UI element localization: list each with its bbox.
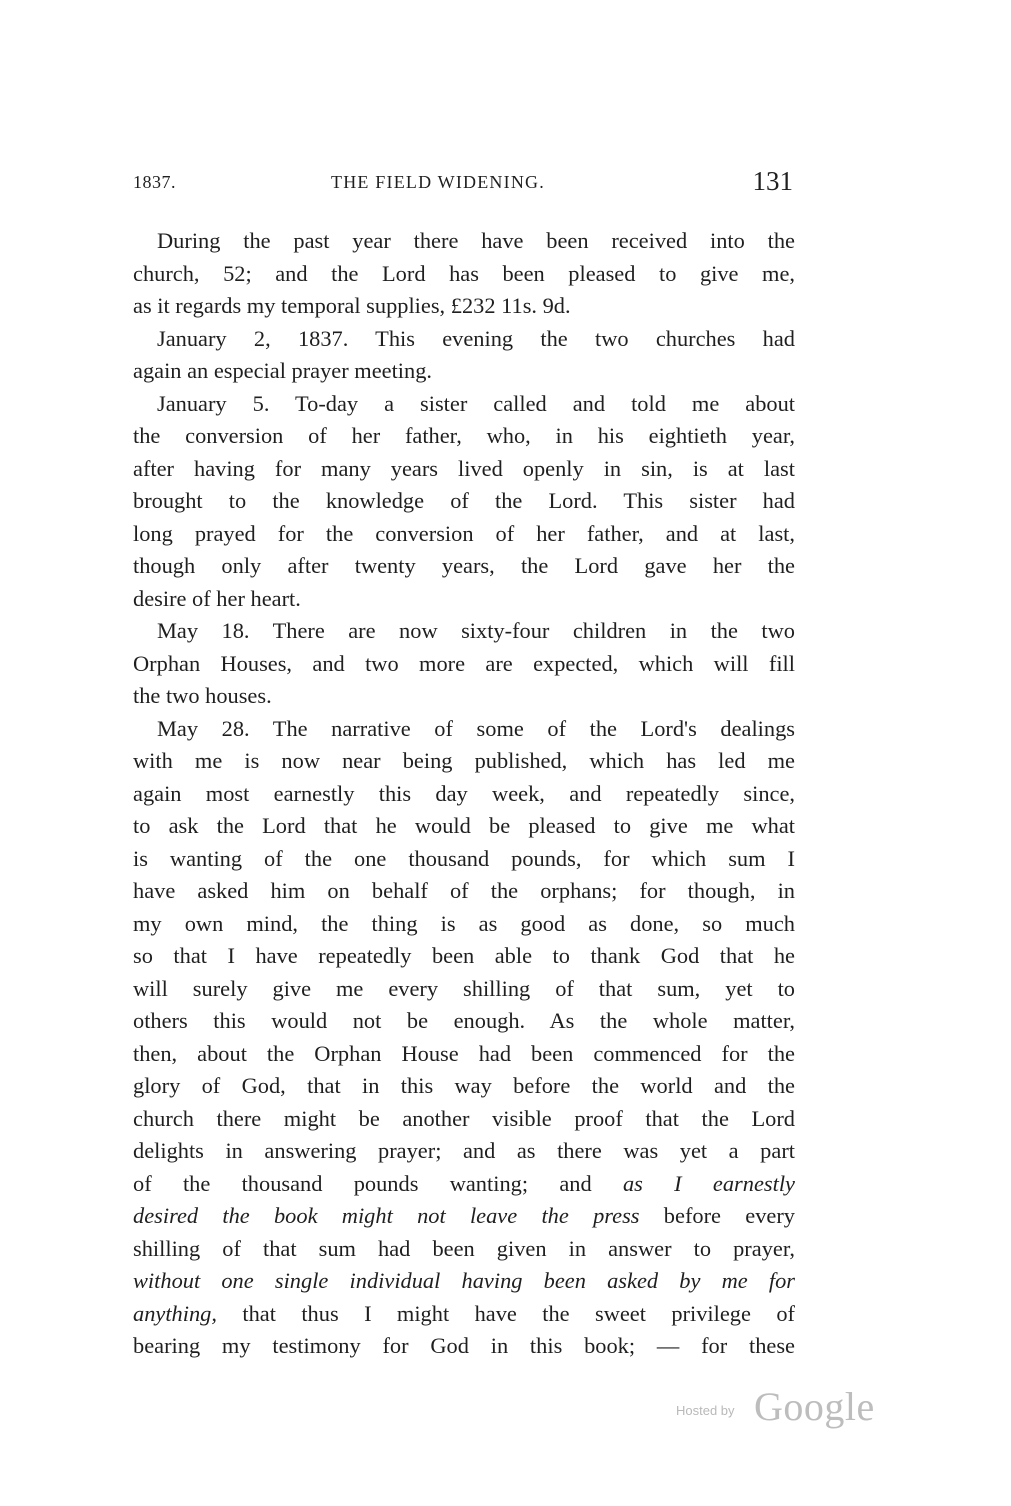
text-line [133,1265,795,1298]
text-run: that thus I might have the sweet privilege of [216,1300,795,1326]
text-line: long prayed for the conversion of her father, and at last, [133,520,795,546]
text-line: During the past year there have been received into the [157,228,795,253]
italic-run: desired the book might not leave the press [133,1203,640,1228]
running-head-year: 1837. [133,172,176,192]
text-line: the conversion of her father, who, in his eightieth year, [133,423,795,448]
text-line: brought to the knowledge of the Lord. This sister had [133,488,795,513]
text-line: will surely give me every shilling of that sum, yet to [133,975,795,1001]
text-line: January 2, 1837. This evening the two churches had [157,325,795,351]
text-line [133,1298,795,1331]
text-line: after having for many years lived openly in sin, is at last [133,455,795,481]
body-text [133,225,795,1363]
text-line: the two houses. [133,683,272,708]
text-line: so that I have repeatedly been able to thank God that he [133,943,795,968]
italic-run: without one single individual having been asked by me for [133,1268,795,1293]
text-line: others this would not be enough. As the whole matter, [133,1008,795,1033]
text-line: church there might be another visible proof that the Lord [133,1105,795,1131]
text-line: church, 52; and the Lord has been pleased to give me, [133,260,795,286]
text-line: as it regards my temporal supplies, £232 11s. 9d. [133,293,571,318]
italic-run: anything, [133,1300,217,1326]
watermark-hosted-by: Hosted by [676,1403,735,1418]
text-line: with me is now near being published, which has led me [133,748,795,773]
text-line: to ask the Lord that he would be pleased to give me what [133,813,795,838]
text-line: again an especial prayer meeting. [133,358,433,383]
text-line: bearing my testimony for God in this book; — for these [133,1333,795,1358]
text-line [133,1168,795,1201]
text-line: though only after twenty years, the Lord gave her the [133,553,795,578]
text-line: glory of God, that in this way before the world and the [133,1073,795,1098]
page-number: 131 [752,166,793,196]
google-logo: Google [754,1384,875,1429]
text-run: before every [639,1203,795,1228]
text-line: shilling of that sum had been given in answer to prayer, [133,1235,795,1261]
text-line: May 18. There are now sixty-four children in the two [157,618,795,643]
text-line: my own mind, the thing is as good as done, so much [133,910,795,936]
running-head-title: THE FIELD WIDENING. [331,172,545,192]
text-line: delights in answering prayer; and as there was yet a part [133,1138,795,1163]
text-line: then, about the Orphan House had been commenced for the [133,1040,795,1066]
text-line: is wanting of the one thousand pounds, for which sum I [133,845,795,871]
text-line: again most earnestly this day week, and repeatedly since, [133,780,795,806]
text-line: Orphan Houses, and two more are expected, which will fill [133,650,795,676]
text-line: May 28. The narrative of some of the Lord's dealings [157,715,795,741]
running-head [133,166,795,198]
text-line: have asked him on behalf of the orphans; for though, in [133,878,795,903]
text-run: of the thousand pounds wanting; and [133,1170,623,1196]
text-line: January 5. To-day a sister called and told me about [157,390,795,416]
text-line: desire of her heart. [133,585,301,611]
italic-run: as I earnestly [622,1170,795,1196]
text-line [133,1200,795,1233]
hosted-by-google-watermark [676,1383,896,1433]
